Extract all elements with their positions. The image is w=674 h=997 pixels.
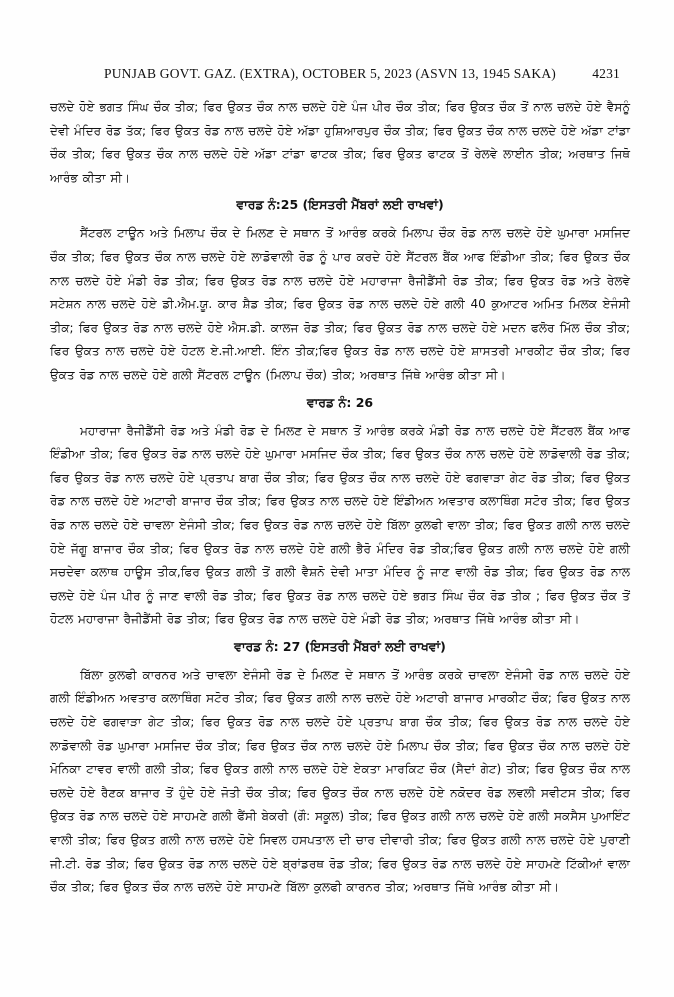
ward-25-heading: ਵਾਰਡ ਨੰ:25 (ਇਸਤਰੀ ਮੈਂਬਰਾਂ ਲਈ ਰਾਖਵਾਂ) — [236, 197, 444, 213]
continuation-paragraph: ਚਲਦੇ ਹੋਏ ਭਗਤ ਸਿੰਘ ਚੌਕ ਤੀਕ; ਫਿਰ ਉਕਤ ਚੌਕ ਨਾਲ ਚਲਦੇ ਹੋਏ ਪੰਜ ਪੀਰ ਚੌਕ ਤੀਕ; ਫਿਰ ਉਕਤ ਚੌਕ ਤੋਂ ਨਾਲ ਚਲਦੇ ਹੋਏ ਵੈਸਨੂੰ ਦੇਵੀ ਮੰਦਿਰ ਰੋਡ ਤੱਕ; ਫਿਰ ਉਕਤ ਰੋਡ ਨਾਲ ਚਲਦੇ ਹੋਏ ਅੱਡਾ ਹੁਸ਼ਿਆਰਪੁਰ ਚੌਕ ਤੀਕ; ਫਿਰ ਉਕਤ ਚੌਕ ਨਾਲ ਚਲਦੇ ਹੋਏ ਅੱਡਾ ਟਾਂਡਾ ਚੌਕ ਤੀਕ; ਫਿਰ ਉਕਤ ਚੌਕ ਨਾਲ ਚਲਦੇ ਹੋਏ ਅੱਡਾ ਟਾਂਡਾ ਫਾਟਕ ਤੀਕ; ਫਿਰ ਉਕਤ ਫਾਟਕ ਤੋਂ ਰੇਲਵੇ ਲਾਈਨ ਤੀਕ; ਅਰਥਾਤ ਜਿਥੋ ਆਰੰਭ ਕੀਤਾ ਸੀ। — [50, 100, 630, 185]
ward-27-description: ਬਿੱਲਾ ਕੁਲਫੀ ਕਾਰਨਰ ਅਤੇ ਚਾਵਲਾ ਏਜੰਸੀ ਰੋਡ ਦੇ ਮਿਲਣ ਦੇ ਸਥਾਨ ਤੋਂ ਆਰੰਭ ਕਰਕੇ ਚਾਵਲਾ ਏਜੰਸੀ ਰੋਡ ਨਾਲ ਚਲਦੇ ਹੋਏ ਗਲੀ ਇੰਡੀਅਨ ਅਵਤਾਰ ਕਲਾਥਿੰਗ ਸਟੋਰ ਤੀਕ; ਫਿਰ ਉਕਤ ਗਲੀ ਨਾਲ ਚਲਦੇ ਹੋਏ ਅਟਾਰੀ ਬਾਜਾਰ ਮਾਰਕੀਟ ਚੌਕ; ਫਿਰ ਉਕਤ ਨਾਲ ਚਲਦੇ ਹੋਏ ਫਗਵਾੜਾ ਗੇਟ ਤੀਕ; ਫਿਰ ਉਕਤ ਰੋਡ ਨਾਲ ਚਲਦੇ ਹੋਏ ਪ੍ਰਤਾਪ ਬਾਗ ਚੌਕ ਤੀਕ; ਫਿਰ ਉਕਤ ਰੋਡ ਨਾਲ ਚਲਦੇ ਹੋਏ ਲਾਡੋਵਾਲੀ ਰੋਡ ਘੁਮਾਰਾ ਮਸਜਿਦ ਚੌਕ ਤੀਕ; ਫਿਰ ਉਕਤ ਚੌਕ ਨਾਲ ਚਲਦੇ ਹੋਏ ਮਿਲਾਪ ਚੌਕ ਤੀਕ; ਫਿਰ ਉਕਤ ਚੌਕ ਨਾਲ ਚਲਦੇ ਹੋਏ ਮੋਨਿਕਾ ਟਾਵਰ ਵਾਲੀ ਗਲੀ ਤੀਕ; ਫਿਰ ਉਕਤ ਗਲੀ ਨਾਲ ਚਲਦੇ ਹੋਏ ਏਕਤਾ ਮਾਰਕਿਟ ਚੌਕ (ਸੈਦਾਂ ਗੇਟ) ਤੀਕ; ਫਿਰ ਉਕਤ ਚੌਕ ਨਾਲ ਚਲਦੇ ਹੋਏ ਰੈਣਕ ਬਾਜਾਰ ਤੋਂ ਹੁੰਦੇ ਹੋਏ ਜੋਤੀ ਚੌਕ ਤੀਕ; ਫਿਰ ਉਕਤ ਚੌਕ ਨਾਲ ਚਲਦੇ ਹੋਏ ਨਕੋਦਰ ਰੋਡ ਲਵਲੀ ਸਵੀਟਸ ਤੀਕ; ਫਿਰ ਉਕਤ ਰੋਡ ਨਾਲ ਚਲਦੇ ਹੋਏ ਸਾਹਮਣੇ ਗਲੀ ਫੈਂਸੀ ਬੇਕਰੀ (ਗੌ: ਸਕੂਲ) ਤੀਕ; ਫਿਰ ਉਕਤ ਗਲੀ ਨਾਲ ਚਲਦੇ ਹੋਏ ਗਲੀ ਸਕਸੈਸ ਪੁਆਇੰਟ ਵਾਲੀ ਤੀਕ; ਫਿਰ ਉਕਤ ਗਲੀ ਨਾਲ ਚਲਦੇ ਹੋਏ ਸਿਵਲ ਹਸਪਤਾਲ ਦੀ ਚਾਰ ਦੀਵਾਰੀ ਤੀਕ; ਫਿਰ ਉਕਤ ਗਲੀ ਨਾਲ ਚਲਦੇ ਹੋਏ ਪੁਰਾਣੀ ਜੀ.ਟੀ. ਰੋਡ ਤੀਕ; ਫਿਰ ਉਕਤ ਰੋਡ ਨਾਲ ਚਲਦੇ ਹੋਏ ਬ੍ਰਾਂਡਰਥ ਰੋਡ ਤੀਕ; ਫਿਰ ਉਕਤ ਰੋਡ ਨਾਲ ਚਲਦੇ ਹੋਏ ਸਾਹਮਣੇ ਟਿੱਕੀਆਂ ਵਾਲਾ ਚੌਕ ਤੀਕ; ਫਿਰ ਉਕਤ ਚੌਕ ਨਾਲ ਚਲਦੇ ਹੋਏ ਸਾਹਮਣੇ ਬਿੱਲਾ ਕੁਲਫੀ ਕਾਰਨਰ ਤੀਕ; ਅਰਥਾਤ ਜਿੱਥੇ ਆਰੰਭ ਕੀਤਾ ਸੀ। — [50, 667, 630, 895]
header-title: PUNJAB GOVT. GAZ. (EXTRA), OCTOBER 5, 2023 (ASVN 13, 1945 SAKA) — [104, 66, 556, 81]
ward-26-description: ਮਹਾਰਾਜਾ ਰੈਜੀਡੈਂਸੀ ਰੋਡ ਅਤੇ ਮੰਡੀ ਰੋਡ ਦੇ ਮਿਲਣ ਦੇ ਸਥਾਨ ਤੋਂ ਆਰੰਭ ਕਰਕੇ ਮੰਡੀ ਰੋਡ ਨਾਲ ਚਲਦੇ ਹੋਏ ਸੈਂਟਰਲ ਬੈਂਕ ਆਫ ਇੰਡੀਆ ਤੀਕ; ਫਿਰ ਉਕਤ ਰੋਡ ਨਾਲ ਚਲਦੇ ਹੋਏ ਘੁਮਾਰਾ ਮਸਜਿਦ ਚੌਕ ਤੀਕ; ਫਿਰ ਉਕਤ ਚੌਕ ਨਾਲ ਚਲਦੇ ਹੋਏ ਲਾਡੋਵਾਲੀ ਰੋਡ ਤੀਕ; ਫਿਰ ਉਕਤ ਰੋਡ ਨਾਲ ਚਲਦੇ ਹੋਏ ਪ੍ਰਤਾਪ ਬਾਗ ਚੌਕ ਤੀਕ; ਫਿਰ ਉਕਤ ਚੌਕ ਨਾਲ ਚਲਦੇ ਹੋਏ ਫਗਵਾੜਾ ਗੇਟ ਰੋਡ ਤੀਕ; ਫਿਰ ਉਕਤ ਰੋਡ ਨਾਲ ਚਲਦੇ ਹੋਏ ਅਟਾਰੀ ਬਾਜਾਰ ਚੌਕ ਤੀਕ; ਫਿਰ ਉਕਤ ਨਾਲ ਚਲਦੇ ਹੋਏ ਇੰਡੀਅਨ ਅਵਤਾਰ ਕਲਾਥਿੰਗ ਸਟੋਰ ਤੀਕ; ਫਿਰ ਉਕਤ ਰੋਡ ਨਾਲ ਚਲਦੇ ਹੋਏ ਚਾਵਲਾ ਏਜੰਸੀ ਤੀਕ; ਫਿਰ ਉਕਤ ਰੋਡ ਨਾਲ ਚਲਦੇ ਹੋਏ ਬਿੱਲਾ ਕੁਲਫੀ ਵਾਲਾ ਤੀਕ; ਫਿਰ ਉਕਤ ਗਲੀ ਨਾਲ ਚਲਦੇ ਹੋਏ ਜੱਗੂ ਬਾਜਾਰ ਚੌਕ ਤੀਕ; ਫਿਰ ਉਕਤ ਰੋਡ ਨਾਲ ਚਲਦੇ ਹੋਏ ਗਲੀ ਭੈਰੋ ਮੰਦਿਰ ਰੋਡ ਤੀਕ;ਫਿਰ ਉਕਤ ਗਲੀ ਨਾਲ ਚਲਦੇ ਹੋਏ ਗਲੀ ਸਚਦੇਵਾ ਕਲਾਥ ਹਾਊਸ ਤੀਕ,ਫਿਰ ਉਕਤ ਗਲੀ ਤੋਂ ਗਲੀ ਵੈਸ਼ਨੋ ਦੇਵੀ ਮਾਤਾ ਮੰਦਿਰ ਨੂੰ ਜਾਣ ਵਾਲੀ ਰੋਡ ਤੀਕ; ਫਿਰ ਉਕਤ ਰੋਡ ਨਾਲ ਚਲਦੇ ਹੋਏ ਪੰਜ ਪੀਰ ਨੂੰ ਜਾਣ ਵਾਲੀ ਰੋਡ ਤੀਕ; ਫਿਰ ਉਕਤ ਰੋਡ ਨਾਲ ਚਲਦੇ ਹੋਏ ਭਗਤ ਸਿੰਘ ਚੌਕ ਰੋਡ ਤੀਕ ; ਫਿਰ ਉਕਤ ਚੌਕ ਤੋਂ ਹੋਟਲ ਮਹਾਰਾਜਾ ਰੈਜੀਡੈਂਸੀ ਰੋਡ ਤੀਕ; ਫਿਰ ਉਕਤ ਰੋਡ ਨਾਲ ਚਲਦੇ ਹੋਏ ਮੰਡੀ ਰੋਡ ਤੀਕ; ਅਰਥਾਤ ਜਿੱਥੇ ਆਰੰਭ ਕੀਤਾ ਸੀ। — [50, 423, 630, 627]
ward-25-description: ਸੈਂਟਰਲ ਟਾਊਨ ਅਤੇ ਮਿਲਾਪ ਚੌਕ ਦੇ ਮਿਲਣ ਦੇ ਸਥਾਨ ਤੋਂ ਆਰੰਭ ਕਰਕੇ ਮਿਲਾਪ ਚੌਕ ਰੋਡ ਨਾਲ ਚਲਦੇ ਹੋਏ ਘੁਮਾਰਾ ਮਸਜਿਦ ਚੌਕ ਤੀਕ; ਫਿਰ ਉਕਤ ਚੌਕ ਨਾਲ ਚਲਦੇ ਹੋਏ ਲਾਡੋਵਾਲੀ ਰੋਡ ਨੂੰ ਪਾਰ ਕਰਦੇ ਹੋਏ ਸੈਂਟਰਲ ਬੈਂਕ ਆਫ ਇੰਡੀਆ ਤੀਕ; ਫਿਰ ਉਕਤ ਚੌਕ ਨਾਲ ਚਲਦੇ ਹੋਏ ਮੰਡੀ ਰੋਡ ਤੀਕ; ਫਿਰ ਉਕਤ ਰੋਡ ਨਾਲ ਚਲਦੇ ਹੋਏ ਮਹਾਰਾਜਾ ਰੈਜੀਡੈਂਸੀ ਰੋਡ ਤੀਕ; ਫਿਰ ਉਕਤ ਰੋਡ ਅਤੇ ਰੇਲਵੇ ਸਟੇਸ਼ਨ ਨਾਲ ਚਲਦੇ ਹੋਏ ਡੀ.ਐਮ.ਯੂ. ਕਾਰ ਸ਼ੈਡ ਤੀਕ; ਫਿਰ ਉਕਤ ਰੋਡ ਨਾਲ ਚਲਦੇ ਹੋਏ ਗਲੀ 40 ਕੁਆਟਰ ਅਮਿਤ ਮਿਲਕ ਏਜੰਸੀ ਤੀਕ; ਫਿਰ ਉਕਤ ਰੋਡ ਨਾਲ ਚਲਦੇ ਹੋਏ ਐਸ.ਡੀ. ਕਾਲਜ ਰੋਡ ਤੀਕ; ਫਿਰ ਉਕਤ ਰੋਡ ਨਾਲ ਚਲਦੇ ਹੋਏ ਮਦਨ ਫਲੋਰ ਮਿੱਲ ਚੌਕ ਤੀਕ; ਫਿਰ ਉਕਤ ਨਾਲ ਚਲਦੇ ਹੋਏ ਹੋਟਲ ਏ.ਜੀ.ਆਈ. ਇੰਨ ਤੀਕ;ਫਿਰ ਉਕਤ ਰੋਡ ਨਾਲ ਚਲਦੇ ਹੋਏ ਸ਼ਾਸਤਰੀ ਮਾਰਕੀਟ ਚੌਕ ਤੀਕ; ਫਿਰ ਉਕਤ ਰੋਡ ਨਾਲ ਚਲਦੇ ਹੋਏ ਗਲੀ ਸੈਂਟਰਲ ਟਾਊਨ (ਮਿਲਾਪ ਚੌਕ) ਤੀਕ; ਅਰਥਾਤ ਜਿੱਥੇ ਆਰੰਭ ਕੀਤਾ ਸੀ। — [50, 226, 630, 382]
ward-27-heading: ਵਾਰਡ ਨੰ: 27 (ਇਸਤਰੀ ਮੈਂਬਰਾਂ ਲਈ ਰਾਖਵਾਂ) — [234, 638, 446, 654]
document-body — [50, 96, 630, 900]
ward-26-heading: ਵਾਰਡ ਨੰ: 26 — [306, 394, 374, 410]
page-number: 4231 — [592, 66, 620, 81]
